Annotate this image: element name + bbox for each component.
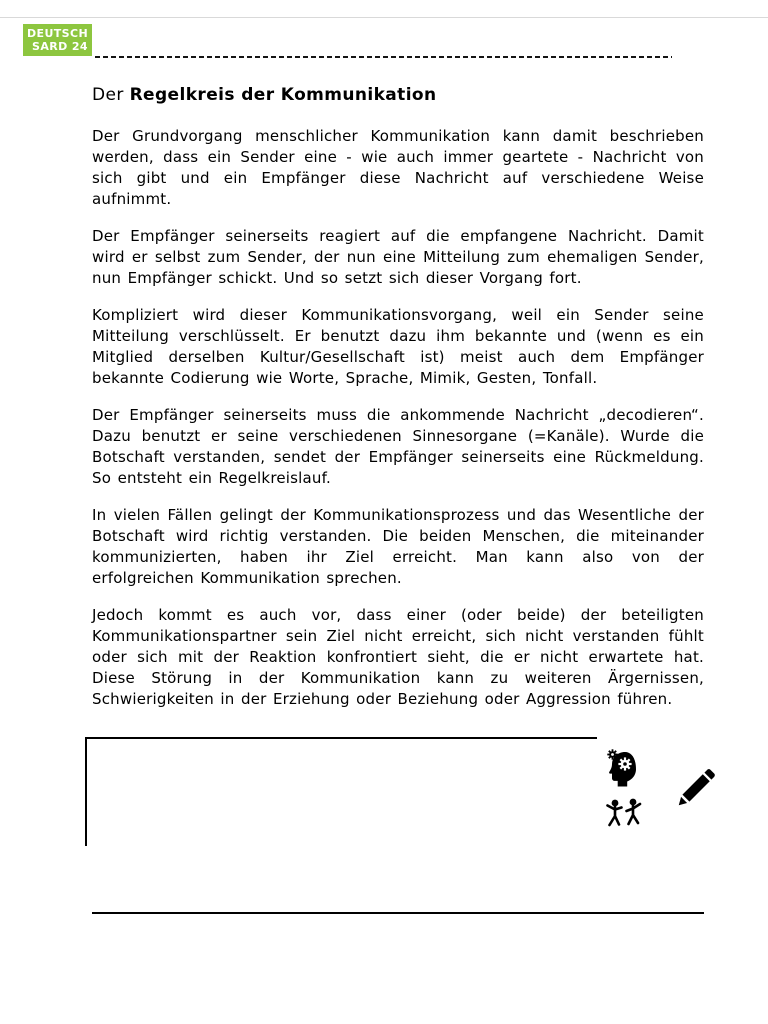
- pencil-icon: [674, 766, 718, 810]
- dancing-people-icon: [603, 797, 645, 833]
- top-dashed-rule: [95, 56, 672, 58]
- main-content: [92, 84, 704, 726]
- body-paragraph: Kompliziert wird dieser Kommunikationsvorgang, weil ein Sender seine Mitteilung verschlüsselt. Er benutzt dazu ihm bekannte und (wenn es ein Mitglied derselben Kultur/Gesellschaft ist) meist auch dem Empfänger bekannte Codierung wie Worte, Sprache, Mimik, Gesten, Tonfall.: [92, 306, 704, 387]
- badge-code-label: SARD 24: [32, 40, 88, 53]
- page-edge-line: [0, 17, 768, 18]
- badge-subject-label: DEUTSCH: [27, 27, 89, 40]
- page-title-lead: Der: [92, 85, 124, 105]
- body-paragraph: Der Empfänger seinerseits reagiert auf die empfangene Nachricht. Damit wird er selbst zum Sender, der nun eine Mitteilung zum ehemaligen Sender, nun Empfänger schickt. Und so setzt sich dieser Vorgang fort.: [92, 227, 704, 287]
- answer-box: [85, 737, 597, 846]
- body-paragraph: Jedoch kommt es auch vor, dass einer (oder beide) der beteiligten Kommunikationspartner sein Ziel nicht erreicht, sich nicht verstanden fühlt oder sich mit der Reaktion konfrontiert sieht, die er nicht erwartete hat. Diese Störung in der Kommunikation kann zu weiteren Ärgernissen, Schwierigkeiten in der Erziehung oder Beziehung oder Aggression führen.: [92, 606, 704, 708]
- page-title-main: Regelkreis der Kommunikation: [129, 85, 437, 105]
- body-paragraph: Der Empfänger seinerseits muss die ankommende Nachricht „decodieren“. Dazu benutzt er seine verschiedenen Sinnesorgane (=Kanäle). Wurde die Botschaft verstanden, sendet der Empfänger seinerseits eine Rückmeldung. So entsteht ein Regelkreislauf.: [92, 406, 704, 487]
- page-title: [92, 84, 704, 106]
- head-gears-icon: [604, 748, 642, 788]
- body-paragraph: Der Grundvorgang menschlicher Kommunikation kann damit beschrieben werden, dass ein Sender eine - wie auch immer geartete - Nachricht von sich gibt und ein Empfänger diese Nachricht auf verschiedene Weise aufnimmt.: [92, 127, 704, 208]
- body-paragraph: In vielen Fällen gelingt der Kommunikationsprozess und das Wesentliche der Botschaft wird richtig verstanden. Die beiden Menschen, die miteinander kommunizierten, haben ihr Ziel erreicht. Man kann also von der erfolgreichen Kommunikation sprechen.: [92, 506, 704, 587]
- course-badge: [23, 24, 92, 56]
- bottom-rule: [92, 912, 704, 914]
